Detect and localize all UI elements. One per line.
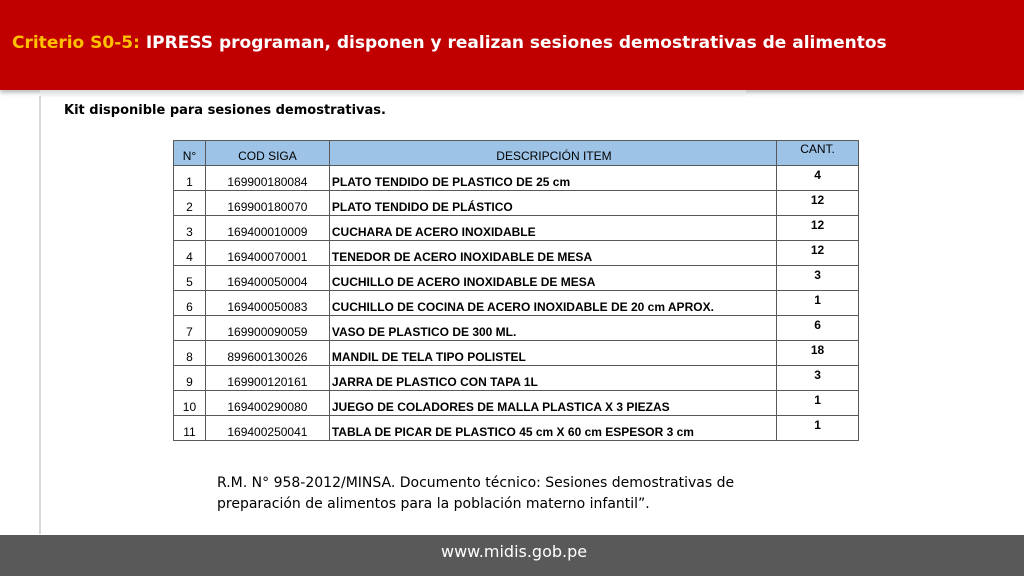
cell-description: PLATO TENDIDO DE PLASTICO DE 25 cm	[329, 166, 776, 191]
table-row	[174, 166, 859, 191]
cell-quantity: 1	[777, 391, 859, 416]
cell-description: CUCHILLO DE ACERO INOXIDABLE DE MESA	[329, 266, 776, 291]
cell-number: 9	[174, 366, 206, 391]
cell-cod-siga: 169400050083	[205, 291, 329, 316]
cell-quantity: 3	[777, 266, 859, 291]
cell-description: CUCHILLO DE COCINA DE ACERO INOXIDABLE DE 20 cm APROX.	[329, 291, 776, 316]
table-row	[174, 241, 859, 266]
title-text: IPRESS programan, disponen y realizan sesiones demostrativas de alimentos	[139, 33, 887, 53]
cell-description: CUCHARA DE ACERO INOXIDABLE	[329, 216, 776, 241]
cell-description: MANDIL DE TELA TIPO POLISTEL	[329, 341, 776, 366]
cell-description: PLATO TENDIDO DE PLÁSTICO	[329, 191, 776, 216]
slide-title	[12, 33, 1012, 53]
cell-number: 2	[174, 191, 206, 216]
header-shadow	[40, 90, 746, 98]
cell-cod-siga: 169900180070	[205, 191, 329, 216]
cell-number: 7	[174, 316, 206, 341]
cell-cod-siga: 169900120161	[205, 366, 329, 391]
cell-quantity: 4	[777, 166, 859, 191]
cell-description: TABLA DE PICAR DE PLASTICO 45 cm X 60 cm ESPESOR 3 cm	[329, 416, 776, 441]
cell-cod-siga: 169900180084	[205, 166, 329, 191]
cell-description: TENEDOR DE ACERO INOXIDABLE DE MESA	[329, 241, 776, 266]
cell-quantity: 6	[777, 316, 859, 341]
table-row	[174, 391, 859, 416]
cell-number: 3	[174, 216, 206, 241]
table-body	[174, 166, 859, 441]
cell-number: 11	[174, 416, 206, 441]
table-row	[174, 341, 859, 366]
table-row	[174, 316, 859, 341]
cell-number: 8	[174, 341, 206, 366]
cell-quantity: 18	[777, 341, 859, 366]
cell-cod-siga: 899600130026	[205, 341, 329, 366]
cell-cod-siga: 169400010009	[205, 216, 329, 241]
reference-note: R.M. N° 958-2012/MINSA. Documento técnico: Sesiones demostrativas de preparación de alimentos para la población materno infantil”.	[217, 475, 735, 512]
cell-number: 4	[174, 241, 206, 266]
cell-quantity: 12	[777, 241, 859, 266]
table-row	[174, 291, 859, 316]
cell-cod-siga: 169400250041	[205, 416, 329, 441]
cell-cod-siga: 169400290080	[205, 391, 329, 416]
cell-quantity: 12	[777, 191, 859, 216]
column-header-quantity: CANT.	[777, 141, 859, 166]
cell-cod-siga: 169400070001	[205, 241, 329, 266]
cell-number: 6	[174, 291, 206, 316]
column-header-cod-siga: COD SIGA	[205, 141, 329, 166]
cell-quantity: 1	[777, 291, 859, 316]
cell-quantity: 1	[777, 416, 859, 441]
column-header-number: N°	[174, 141, 206, 166]
table-header-row	[174, 141, 859, 166]
cell-quantity: 3	[777, 366, 859, 391]
kit-table	[173, 140, 859, 441]
cell-description: JUEGO DE COLADORES DE MALLA PLASTICA X 3 PIEZAS	[329, 391, 776, 416]
cell-number: 1	[174, 166, 206, 191]
title-prefix: Criterio S0-5:	[12, 33, 140, 53]
column-header-description: DESCRIPCIÓN ITEM	[329, 141, 776, 166]
cell-cod-siga: 169900090059	[205, 316, 329, 341]
cell-number: 10	[174, 391, 206, 416]
table-row	[174, 216, 859, 241]
footer-url: www.midis.gob.pe	[441, 542, 588, 561]
section-subtitle: Kit disponible para sesiones demostrativas.	[64, 103, 386, 118]
cell-description: JARRA DE PLASTICO CON TAPA 1L	[329, 366, 776, 391]
cell-description: VASO DE PLASTICO DE 300 ML.	[329, 316, 776, 341]
table-row	[174, 266, 859, 291]
table-row	[174, 366, 859, 391]
cell-quantity: 12	[777, 216, 859, 241]
table-row	[174, 191, 859, 216]
table-row	[174, 416, 859, 441]
cell-number: 5	[174, 266, 206, 291]
cell-cod-siga: 169400050004	[205, 266, 329, 291]
left-divider	[39, 96, 41, 534]
